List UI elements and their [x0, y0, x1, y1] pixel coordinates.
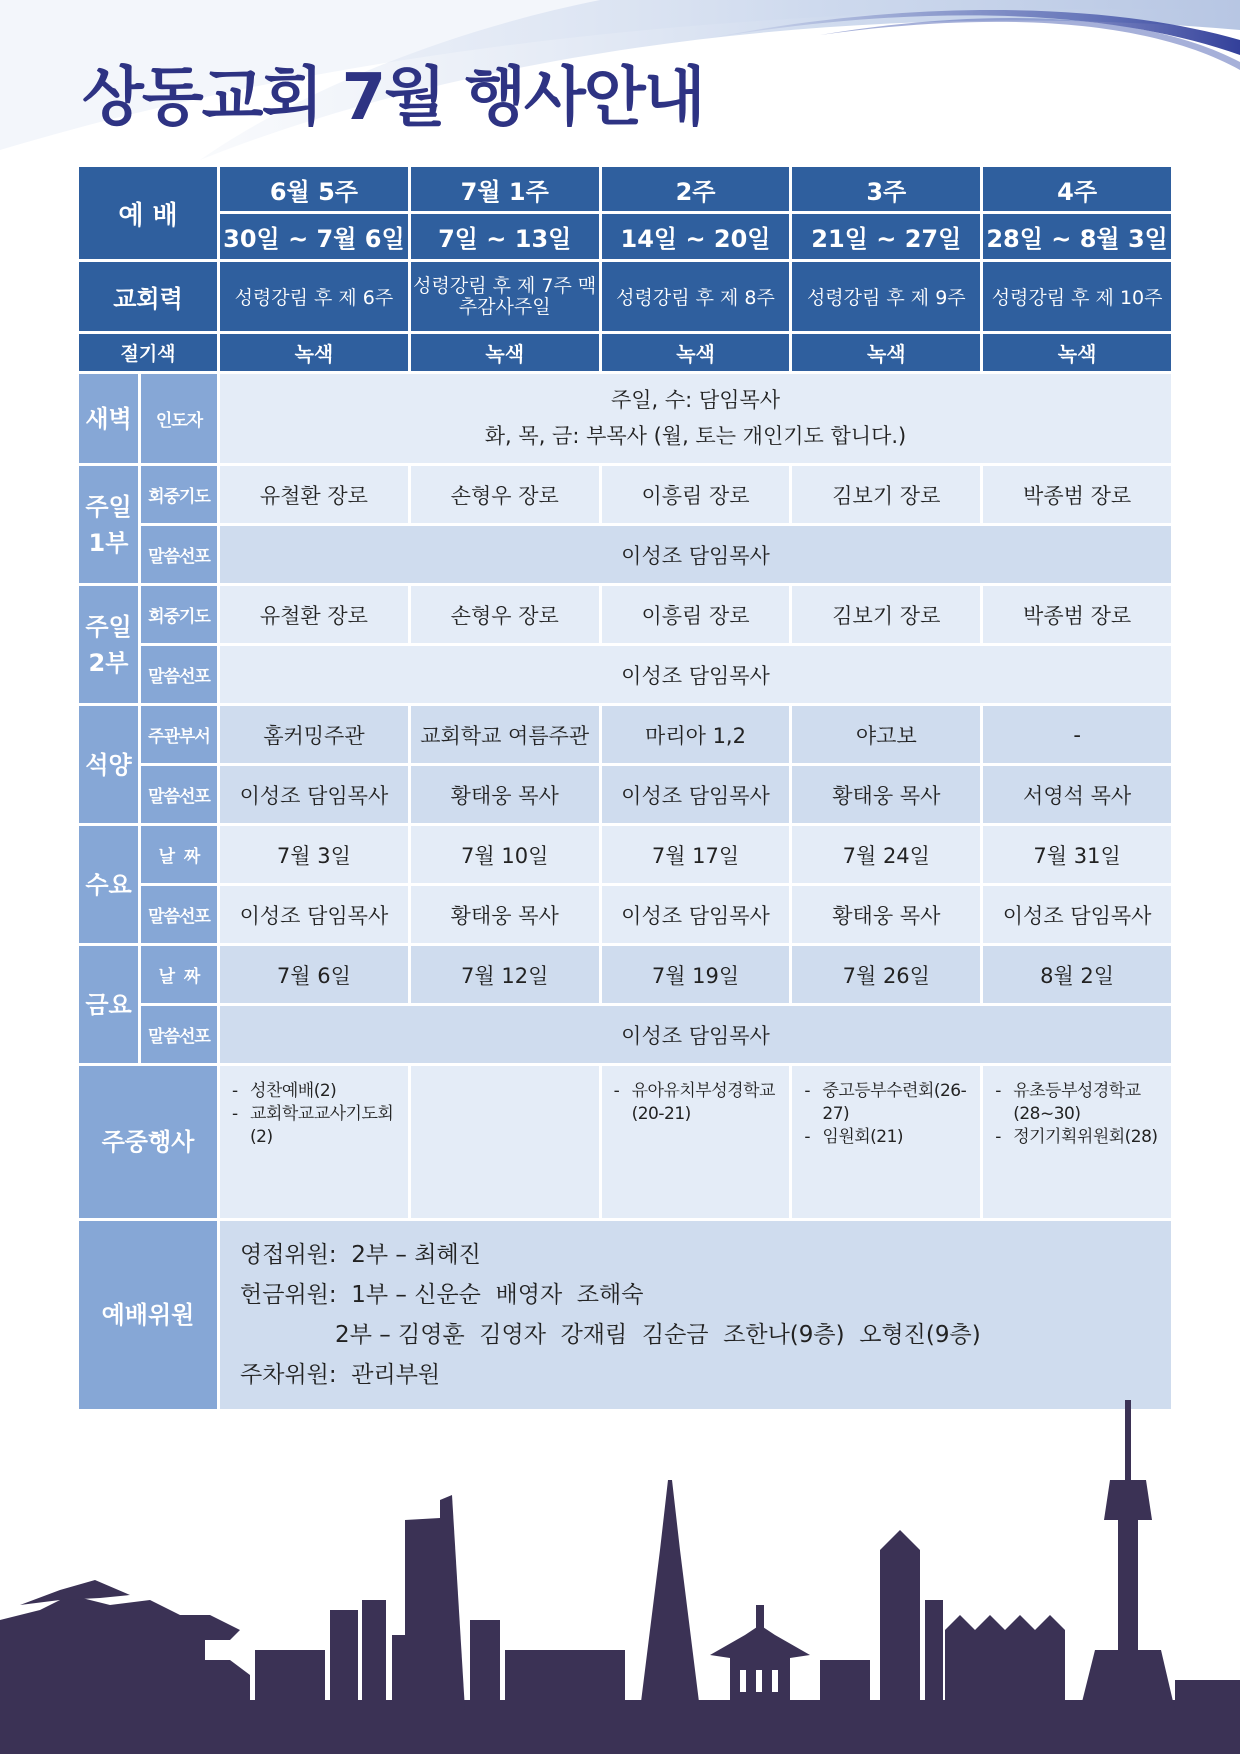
date-cell: 7월 24일 [792, 826, 980, 883]
prayer-cell: 박종범 장로 [983, 466, 1171, 523]
calendar-cell: 성령강림 후 제 8주 [602, 262, 790, 331]
date-cell: 7월 12일 [411, 946, 599, 1003]
church-calendar-label: 교회력 [79, 262, 217, 331]
calendar-cell: 성령강림 후 제 10주 [983, 262, 1171, 331]
week-range: 30일 ~ 7월 6일 [220, 214, 408, 259]
sermon-cell: 이성조 담임목사 [220, 646, 1171, 703]
wednesday-sermon-row [79, 886, 1171, 943]
weekly-events-label: 주중행사 [79, 1066, 217, 1218]
page-title: 상동교회 7월 행사안내 [82, 61, 704, 135]
event-item: - 정기기획위원회(28) [1013, 1126, 1165, 1149]
calendar-cell: 성령강림 후 제 7주 맥추감사주일 [411, 262, 599, 331]
date-cell: 7월 26일 [792, 946, 980, 1003]
sermon-cell: 황태웅 목사 [411, 886, 599, 943]
host-cell: 야고보 [792, 706, 980, 763]
prayer-label: 회중기도 [141, 586, 217, 643]
sunday1-prayer-row [79, 466, 1171, 523]
sunday1-sermon-row [79, 526, 1171, 583]
week-range: 21일 ~ 27일 [792, 214, 980, 259]
event-item: - 유초등부성경학교(28~30) [1013, 1080, 1165, 1126]
events-cell [602, 1066, 790, 1218]
week-range: 14일 ~ 20일 [602, 214, 790, 259]
prayer-cell: 이흥림 장로 [602, 466, 790, 523]
dawn-line-1: 주일, 수: 담임목사 [610, 387, 781, 412]
week-range: 28일 ~ 8월 3일 [983, 214, 1171, 259]
sermon-label: 말씀선포 [141, 886, 217, 943]
date-cell: 7월 3일 [220, 826, 408, 883]
event-item: - 교회학교교사기도회(2) [250, 1103, 402, 1149]
events-cell [220, 1066, 408, 1218]
prayer-cell: 손형우 장로 [411, 586, 599, 643]
evening-sermon-row [79, 766, 1171, 823]
events-cell [983, 1066, 1171, 1218]
prayer-label: 회중기도 [141, 466, 217, 523]
sermon-cell: 이성조 담임목사 [220, 766, 408, 823]
friday-sermon-row [79, 1006, 1171, 1063]
sunday2-label: 주일 2부 [79, 586, 138, 703]
events-cell-empty [411, 1066, 599, 1218]
wednesday-date-row [79, 826, 1171, 883]
sermon-cell: 황태웅 목사 [792, 766, 980, 823]
date-cell: 8월 2일 [983, 946, 1171, 1003]
committee-line: 2부 – 김영훈 김영자 강재림 김순금 조한나(9층) 오형진(9층) [240, 1322, 981, 1348]
season-color-cell: 녹색 [983, 334, 1171, 371]
sermon-label: 말씀선포 [141, 526, 217, 583]
sermon-label: 말씀선포 [141, 646, 217, 703]
committee-line: 헌금위원: 1부 – 신운순 배영자 조해숙 [240, 1282, 644, 1308]
week-label: 3주 [792, 167, 980, 211]
date-cell: 7월 17일 [602, 826, 790, 883]
church-calendar-row [79, 262, 1171, 331]
sermon-cell: 이성조 담임목사 [220, 1006, 1171, 1063]
season-color-cell: 녹색 [792, 334, 980, 371]
calendar-cell: 성령강림 후 제 9주 [792, 262, 980, 331]
week-label: 2주 [602, 167, 790, 211]
dawn-row [79, 374, 1171, 463]
committee-line: 주차위원: 관리부원 [240, 1362, 441, 1388]
worship-header-label: 예 배 [79, 167, 217, 259]
friday-label: 금요 [79, 946, 138, 1063]
committee-label: 예배위원 [79, 1221, 217, 1409]
event-item: - 임원회(21) [822, 1126, 974, 1149]
prayer-cell: 이흥림 장로 [602, 586, 790, 643]
weekly-events-row [79, 1066, 1171, 1218]
city-skyline-illustration [0, 1400, 1240, 1754]
week-label: 4주 [983, 167, 1171, 211]
sermon-cell: 이성조 담임목사 [983, 886, 1171, 943]
calendar-cell: 성령강림 후 제 6주 [220, 262, 408, 331]
sunday2-sermon-row [79, 646, 1171, 703]
week-range: 7일 ~ 13일 [411, 214, 599, 259]
schedule-table [76, 164, 1174, 1412]
sermon-cell: 이성조 담임목사 [602, 766, 790, 823]
prayer-cell: 유철환 장로 [220, 466, 408, 523]
committee-row [79, 1221, 1171, 1409]
date-cell: 7월 31일 [983, 826, 1171, 883]
date-cell: 7월 19일 [602, 946, 790, 1003]
event-item: - 성찬예배(2) [250, 1080, 402, 1103]
sermon-cell: 황태웅 목사 [792, 886, 980, 943]
prayer-cell: 김보기 장로 [792, 586, 980, 643]
sermon-cell: 서영석 목사 [983, 766, 1171, 823]
prayer-cell: 유철환 장로 [220, 586, 408, 643]
host-cell: 교회학교 여름주관 [411, 706, 599, 763]
season-color-cell: 녹색 [602, 334, 790, 371]
sermon-cell: 황태웅 목사 [411, 766, 599, 823]
wednesday-label: 수요 [79, 826, 138, 943]
evening-host-row [79, 706, 1171, 763]
event-item: - 중고등부수련회(26-27) [822, 1080, 974, 1126]
sunday1-label: 주일 1부 [79, 466, 138, 583]
events-cell [792, 1066, 980, 1218]
committee-cell [220, 1221, 1171, 1409]
season-color-cell: 녹색 [220, 334, 408, 371]
event-item: - 유아유치부성경학교(20-21) [632, 1080, 784, 1126]
date-cell: 7월 10일 [411, 826, 599, 883]
dawn-line-2: 화, 목, 금: 부목사 (월, 토는 개인기도 합니다.) [484, 423, 907, 448]
dawn-label: 새벽 [79, 374, 138, 463]
sunday2-prayer-row [79, 586, 1171, 643]
date-label: 날 짜 [141, 826, 217, 883]
prayer-cell: 김보기 장로 [792, 466, 980, 523]
sermon-label: 말씀선포 [141, 766, 217, 823]
host-label: 주관부서 [141, 706, 217, 763]
date-cell: 7월 6일 [220, 946, 408, 1003]
host-cell: 홈커밍주관 [220, 706, 408, 763]
sermon-cell: 이성조 담임목사 [602, 886, 790, 943]
dawn-leader-label: 인도자 [141, 374, 217, 463]
prayer-cell: 손형우 장로 [411, 466, 599, 523]
evening-label: 석양 [79, 706, 138, 823]
committee-line: 영접위원: 2부 – 최혜진 [240, 1242, 481, 1268]
date-label: 날 짜 [141, 946, 217, 1003]
week-label: 7월 1주 [411, 167, 599, 211]
season-color-cell: 녹색 [411, 334, 599, 371]
season-color-row [79, 334, 1171, 371]
sermon-label: 말씀선포 [141, 1006, 217, 1063]
prayer-cell: 박종범 장로 [983, 586, 1171, 643]
week-header-row [79, 167, 1171, 211]
friday-date-row [79, 946, 1171, 1003]
sermon-cell: 이성조 담임목사 [220, 886, 408, 943]
dawn-leader-cell [220, 374, 1171, 463]
date-range-row [79, 214, 1171, 259]
host-cell: - [983, 706, 1171, 763]
sermon-cell: 이성조 담임목사 [220, 526, 1171, 583]
season-color-label: 절기색 [79, 334, 217, 371]
week-label: 6월 5주 [220, 167, 408, 211]
host-cell: 마리아 1,2 [602, 706, 790, 763]
